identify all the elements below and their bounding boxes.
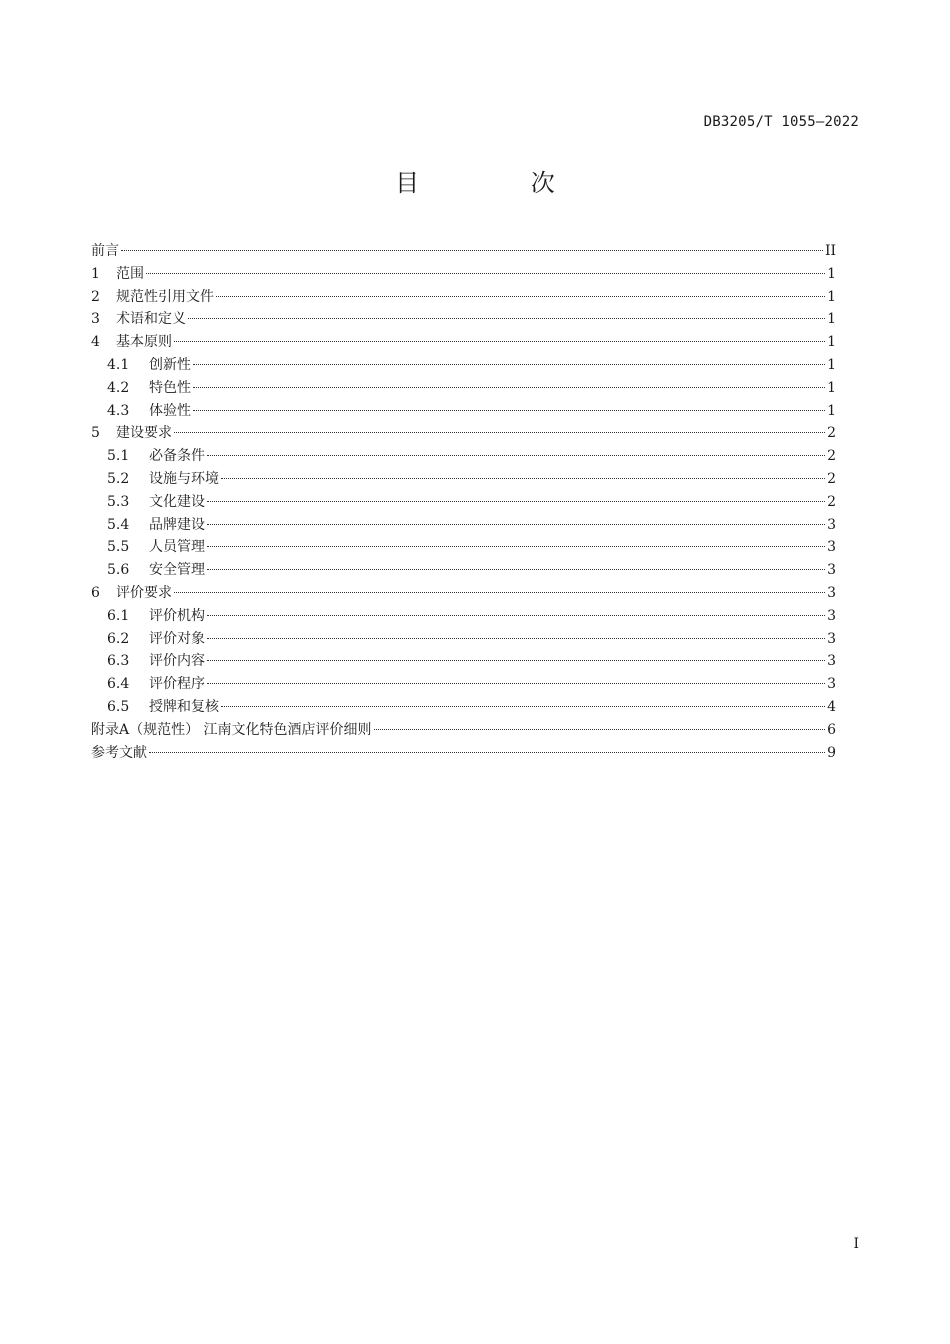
- toc-entry[interactable]: [91, 491, 836, 514]
- toc-entry[interactable]: [91, 559, 836, 582]
- toc-entry-page: 3: [827, 607, 836, 624]
- toc-dot-leader: [207, 546, 825, 547]
- toc-entry-page: 2: [827, 470, 836, 487]
- toc-dot-leader: [193, 364, 825, 365]
- toc-entry-number: 6.2: [107, 630, 130, 647]
- toc-entry-label: 建设要求: [116, 425, 172, 442]
- toc-dot-leader: [207, 501, 825, 502]
- toc-dot-leader: [207, 660, 825, 661]
- toc-entry-number: 6.4: [107, 676, 130, 693]
- toc-entry-page: 3: [827, 539, 836, 556]
- toc-entry-number: 4.2: [107, 379, 130, 396]
- toc-dot-leader: [221, 478, 825, 479]
- toc-entry-label: 人员管理: [149, 539, 205, 556]
- toc-dot-leader: [174, 592, 825, 593]
- toc-entry-page: 3: [827, 630, 836, 647]
- toc-entry[interactable]: [91, 673, 836, 696]
- toc-entry-label: 设施与环境: [149, 470, 219, 487]
- toc-entry-number: 5.4: [107, 516, 130, 533]
- toc-dot-leader: [149, 752, 825, 753]
- toc-entry-number: 4.1: [107, 356, 130, 373]
- toc-entry[interactable]: [91, 354, 836, 377]
- toc-entry[interactable]: [91, 628, 836, 651]
- toc-entry-page: 2: [827, 448, 836, 465]
- toc-entry-label: 授牌和复核: [149, 698, 219, 715]
- toc-entry-number: 6.3: [107, 653, 130, 670]
- toc-dot-leader: [221, 706, 825, 707]
- toc-dot-leader: [207, 615, 825, 616]
- toc-entry-label: 特色性: [149, 379, 191, 396]
- toc-entry-label: 附录A（规范性） 江南文化特色酒店评价细则: [91, 721, 372, 738]
- toc-entry[interactable]: [91, 286, 836, 309]
- toc-dot-leader: [193, 410, 825, 411]
- toc-entry-label: 评价内容: [149, 653, 205, 670]
- toc-entry[interactable]: [91, 514, 836, 537]
- page-number: I: [853, 1236, 859, 1252]
- toc-entry-page: 3: [827, 676, 836, 693]
- toc-entry[interactable]: [91, 742, 836, 765]
- toc-entry-page: 3: [827, 584, 836, 601]
- toc-entry-label: 必备条件: [149, 448, 205, 465]
- toc-entry[interactable]: [91, 605, 836, 628]
- toc-title: 目 次: [395, 169, 607, 197]
- toc-entry-number: 6.1: [107, 607, 130, 624]
- toc-entry[interactable]: [91, 377, 836, 400]
- toc-entry-page: 1: [827, 379, 836, 396]
- toc-entry[interactable]: [91, 263, 836, 286]
- toc-entry-label: 规范性引用文件: [116, 288, 214, 305]
- toc-entry[interactable]: [91, 445, 836, 468]
- toc-entry-number: 3: [91, 311, 100, 328]
- toc-entry[interactable]: [91, 650, 836, 673]
- toc-entry-label: 评价机构: [149, 607, 205, 624]
- toc-entry-label: 评价要求: [116, 584, 172, 601]
- toc-entry-number: 5.6: [107, 562, 130, 579]
- toc-dot-leader: [207, 455, 825, 456]
- toc-entry-page: 2: [827, 425, 836, 442]
- toc-entry-label: 文化建设: [149, 493, 205, 510]
- toc-entry-label: 范围: [116, 265, 144, 282]
- toc-dot-leader: [207, 683, 825, 684]
- toc-dot-leader: [174, 341, 825, 342]
- toc-entry-page: 1: [827, 288, 836, 305]
- toc-entry-number: 1: [91, 265, 100, 282]
- toc-entry-number: 6.5: [107, 698, 130, 715]
- toc-entry[interactable]: [91, 582, 836, 605]
- toc-entry-label: 品牌建设: [149, 516, 205, 533]
- toc-entry[interactable]: [91, 719, 836, 742]
- toc-entry-number: 5.5: [107, 539, 130, 556]
- toc-entry-number: 4.3: [107, 402, 130, 419]
- toc-entry[interactable]: [91, 240, 836, 263]
- toc-dot-leader: [207, 638, 825, 639]
- toc-entry[interactable]: [91, 696, 836, 719]
- toc-entry-label: 创新性: [149, 356, 191, 373]
- toc-entry-label: 评价对象: [149, 630, 205, 647]
- document-code: DB3205/T 1055—2022: [703, 114, 859, 130]
- toc-entry-label: 评价程序: [149, 676, 205, 693]
- toc-entry-page: 1: [827, 265, 836, 282]
- toc-entry[interactable]: [91, 308, 836, 331]
- toc-dot-leader: [207, 569, 825, 570]
- toc-entry-page: 6: [827, 721, 836, 738]
- toc-entry-page: 4: [827, 698, 836, 715]
- toc-entry-number: 5.3: [107, 493, 130, 510]
- toc-entry-page: 3: [827, 562, 836, 579]
- toc-dot-leader: [188, 318, 825, 319]
- toc-dot-leader: [374, 729, 826, 730]
- toc-dot-leader: [193, 387, 825, 388]
- toc-entry-page: 9: [827, 744, 836, 761]
- toc-entry-number: 5.1: [107, 448, 130, 465]
- toc-entry-number: 4: [91, 334, 100, 351]
- toc-entry-label: 术语和定义: [116, 311, 186, 328]
- toc-list: [91, 240, 836, 764]
- toc-entry-page: 1: [827, 311, 836, 328]
- toc-entry-page: 1: [827, 402, 836, 419]
- toc-entry[interactable]: [91, 536, 836, 559]
- toc-entry-label: 安全管理: [149, 562, 205, 579]
- toc-entry-page: 1: [827, 334, 836, 351]
- toc-entry-page: 3: [827, 653, 836, 670]
- toc-entry-page: 3: [827, 516, 836, 533]
- toc-entry[interactable]: [91, 422, 836, 445]
- toc-entry-label: 前言: [91, 243, 119, 259]
- toc-dot-leader: [121, 250, 823, 251]
- toc-entry-page: 2: [827, 493, 836, 510]
- toc-entry-number: 5.2: [107, 470, 130, 487]
- toc-entry[interactable]: [91, 400, 836, 423]
- toc-dot-leader: [216, 296, 825, 297]
- toc-entry-number: 6: [91, 584, 100, 601]
- toc-entry-page: 1: [827, 356, 836, 373]
- toc-entry-page: II: [824, 243, 836, 259]
- toc-dot-leader: [174, 432, 825, 433]
- toc-entry-number: 5: [91, 425, 100, 442]
- toc-entry-number: 2: [91, 288, 100, 305]
- toc-entry[interactable]: [91, 468, 836, 491]
- toc-entry-label: 体验性: [149, 402, 191, 419]
- toc-dot-leader: [146, 273, 825, 274]
- toc-entry-label: 基本原则: [116, 334, 172, 351]
- toc-entry[interactable]: [91, 331, 836, 354]
- toc-entry-label: 参考文献: [91, 744, 147, 761]
- toc-dot-leader: [207, 524, 825, 525]
